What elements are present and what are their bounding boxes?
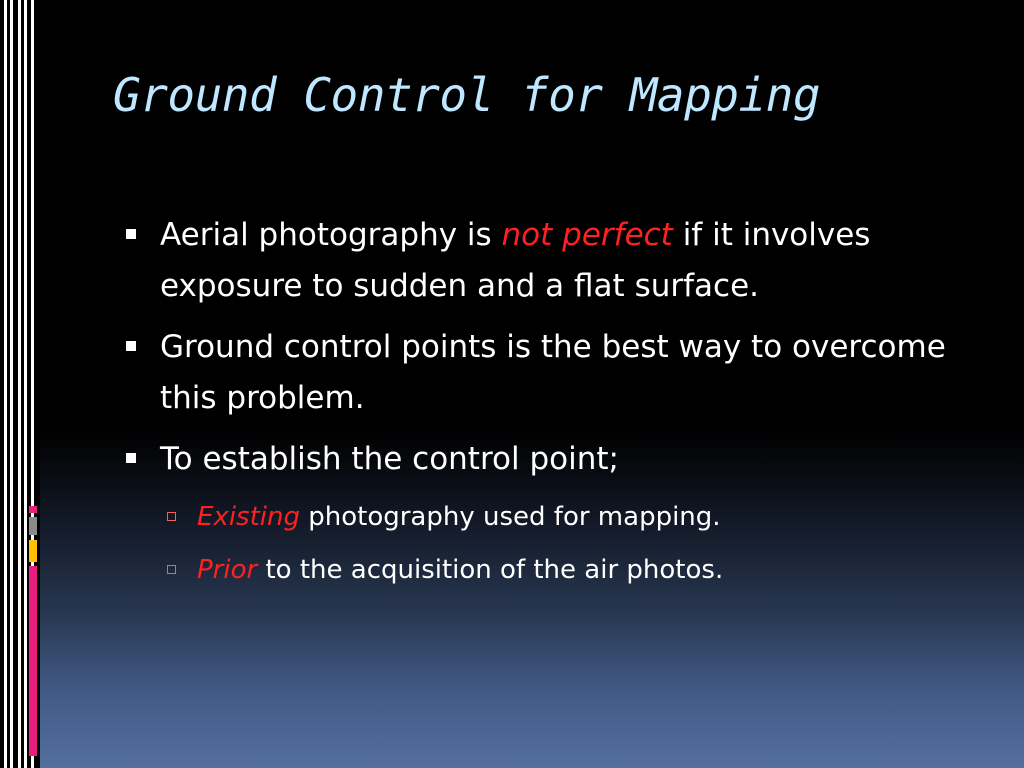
- square-bullet-icon: [126, 229, 136, 239]
- gray-accent-bar: [29, 517, 37, 535]
- sub-bullet-accent-text: Prior: [197, 555, 258, 585]
- sub-bullet-text: to the acquisition of the air photos.: [257, 555, 724, 585]
- slide-content: [120, 210, 960, 601]
- hollow-square-bullet-icon: [167, 512, 176, 521]
- sub-bullet-item: [120, 495, 960, 539]
- bullet-item: [120, 322, 960, 424]
- square-bullet-icon: [126, 453, 136, 463]
- bullet-text: To establish the control point;: [160, 441, 619, 477]
- sub-bullet-text: photography used for mapping.: [299, 502, 721, 532]
- bullet-item: [120, 210, 960, 312]
- sub-bullet-accent-text: Existing: [197, 502, 300, 532]
- sub-bullet-item: [120, 548, 960, 592]
- square-bullet-icon: [126, 341, 136, 351]
- bullet-item: [120, 434, 960, 485]
- bullet-text: Ground control points is the best way to overcome this problem.: [160, 329, 946, 416]
- hollow-square-bullet-icon: [167, 565, 176, 574]
- pink-accent-bar: [29, 566, 37, 756]
- slide-title: Ground Control for Mapping: [113, 68, 821, 122]
- bullet-accent-text: not perfect: [501, 217, 673, 253]
- bullet-text-end: if it involves exposure to sudden and a flat surface.: [160, 217, 871, 304]
- bullet-text-start: Aerial photography is: [160, 217, 502, 253]
- pink-accent-bar-small: [29, 506, 37, 513]
- yellow-accent-bar: [29, 540, 37, 562]
